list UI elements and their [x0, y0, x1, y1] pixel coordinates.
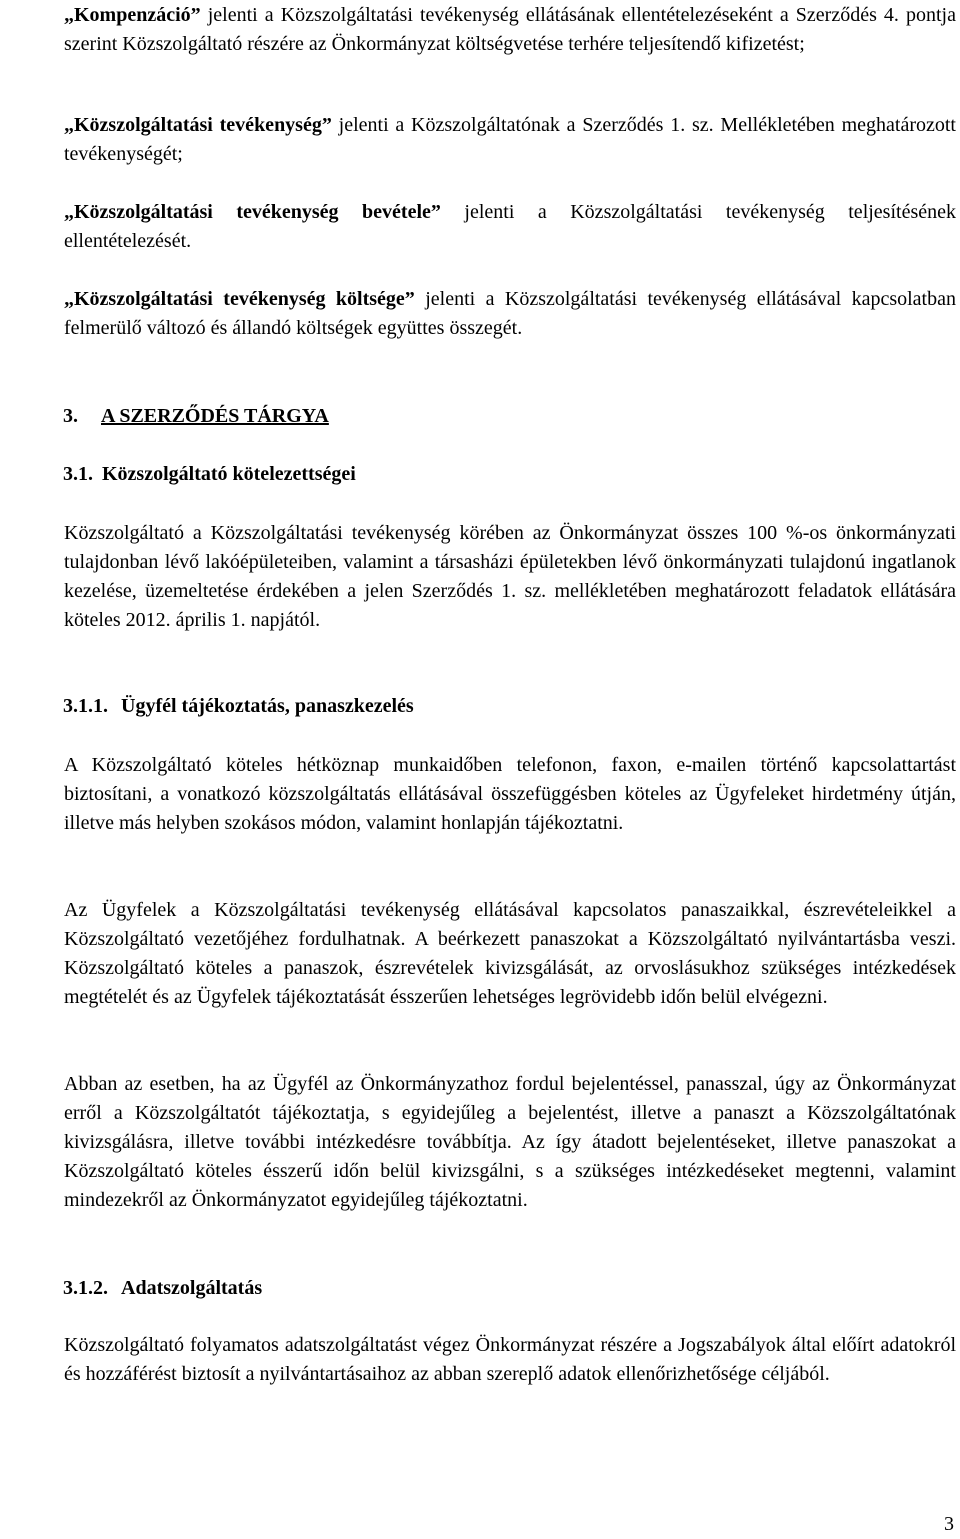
section-number: 3.1.1. — [63, 695, 108, 717]
section-3-1-1-paragraph-1: A Közszolgáltató köteles hétköznap munkaidőben telefonon, faxon, e-mailen történő kapcsolattartást biztosítani, a vonatkozó közszolgáltatás ellátásával összefüggésben köteles az Ügyfeleket hirdetmény útján, illetve más helyben szokásos módon, valamint honlapján tájékoztatni. — [64, 754, 956, 834]
definition-tevekenyseg-bevetele — [64, 198, 956, 256]
section-heading-3-1-1 — [63, 692, 414, 721]
section-heading-3-1 — [63, 460, 356, 489]
definition-kompenzacio — [64, 1, 956, 59]
page-number: 3 — [944, 1513, 954, 1535]
section-3-1-2-paragraph: Közszolgáltató folyamatos adatszolgáltatást végez Önkormányzat részére a Jogszabályok által előírt adatokról és hozzáférést biztosít a nyilvántartásaihoz az abban szereplő adatok ellenőrizhetősége céljából. — [64, 1334, 956, 1385]
definition-term: „Kompenzáció” — [64, 4, 201, 26]
section-title: Ügyfél tájékoztatás, panaszkezelés — [121, 695, 414, 717]
section-3-1-paragraph: Közszolgáltató a Közszolgáltatási tevékenység körében az Önkormányzat összes 100 %-os önkormányzati tulajdonban lévő lakóépületeiben, valamint a társasházi épületekben lévő önkormányzati tulajdonú ingatlanok kezelése, üzemeltetése érdekében a jelen Szerződés 1. sz. mellékletében meghatározott feladatok ellátására köteles 2012. április 1. napjától. — [64, 522, 956, 631]
definition-text: jelenti a Közszolgáltatási tevékenység ellátásával kapcsolatban felmerülő változó és állandó költségek együttes összegét. — [64, 288, 956, 339]
definition-tevekenyseg-koltsege — [64, 285, 956, 343]
definition-term: „Közszolgáltatási tevékenység költsége” — [64, 288, 415, 310]
section-title: Adatszolgáltatás — [121, 1277, 263, 1299]
definition-text: jelenti a Közszolgáltatási tevékenység ellátásának ellentételezéseként a Szerződés 4. pontja szerint Közszolgáltató részére az Önkormányzat költségvetése terhére teljesítendő kifizetést; — [64, 4, 956, 55]
section-number: 3.1. — [63, 463, 93, 485]
section-heading-3-1-2 — [63, 1274, 262, 1303]
definition-text: jelenti a Közszolgáltatónak a Szerződés 1. sz. Mellékletében meghatározott tevékenységét; — [64, 114, 956, 165]
section-title: A SZERZŐDÉS TÁRGYA — [101, 405, 329, 427]
definition-text: jelenti a Közszolgáltatási tevékenység teljesítésének ellentételezését. — [64, 201, 956, 252]
section-number: 3. — [63, 405, 78, 427]
definition-kozszolgaltatasi-tevekenyseg — [64, 111, 956, 169]
section-number: 3.1.2. — [63, 1277, 108, 1299]
definition-term: „Közszolgáltatási tevékenység” — [64, 114, 332, 136]
section-title: Közszolgáltató kötelezettségei — [102, 463, 356, 485]
definition-term: „Közszolgáltatási tevékenység bevétele” — [64, 201, 441, 223]
section-3-1-1-paragraph-3: Abban az esetben, ha az Ügyfél az Önkormányzathoz fordul bejelentéssel, panasszal, úgy az Önkormányzat erről a Közszolgáltatót tájékoztatja, s egyidejűleg a bejelentést, illetve a panaszt a Közszolgáltatónak kivizsgálásra, illetve további intézkedésre továbbítja. Az így átadott bejelentéseket, illetve panaszokat a Közszolgáltató köteles ésszerű időn belül kivizsgálni, s a szükséges intézkedéseket megtenni, valamint mindezekről az Önkormányzatot egyidejűleg tájékoztatni. — [64, 1073, 956, 1211]
section-heading-3 — [63, 402, 329, 431]
section-3-1-1-paragraph-2: Az Ügyfelek a Közszolgáltatási tevékenység ellátásával kapcsolatos panaszaikkal, észrevételeikkel a Közszolgáltató vezetőjéhez fordulhatnak. A beérkezett panaszokat a Közszolgáltató nyilvántartásba veszi. Közszolgáltató köteles a panaszok, észrevételek kivizsgálását, az orvoslásukhoz szükséges intézkedések megtételét és az Ügyfelek tájékoztatását ésszerűen lehetséges legrövidebb időn belül elvégezni. — [64, 899, 956, 1008]
